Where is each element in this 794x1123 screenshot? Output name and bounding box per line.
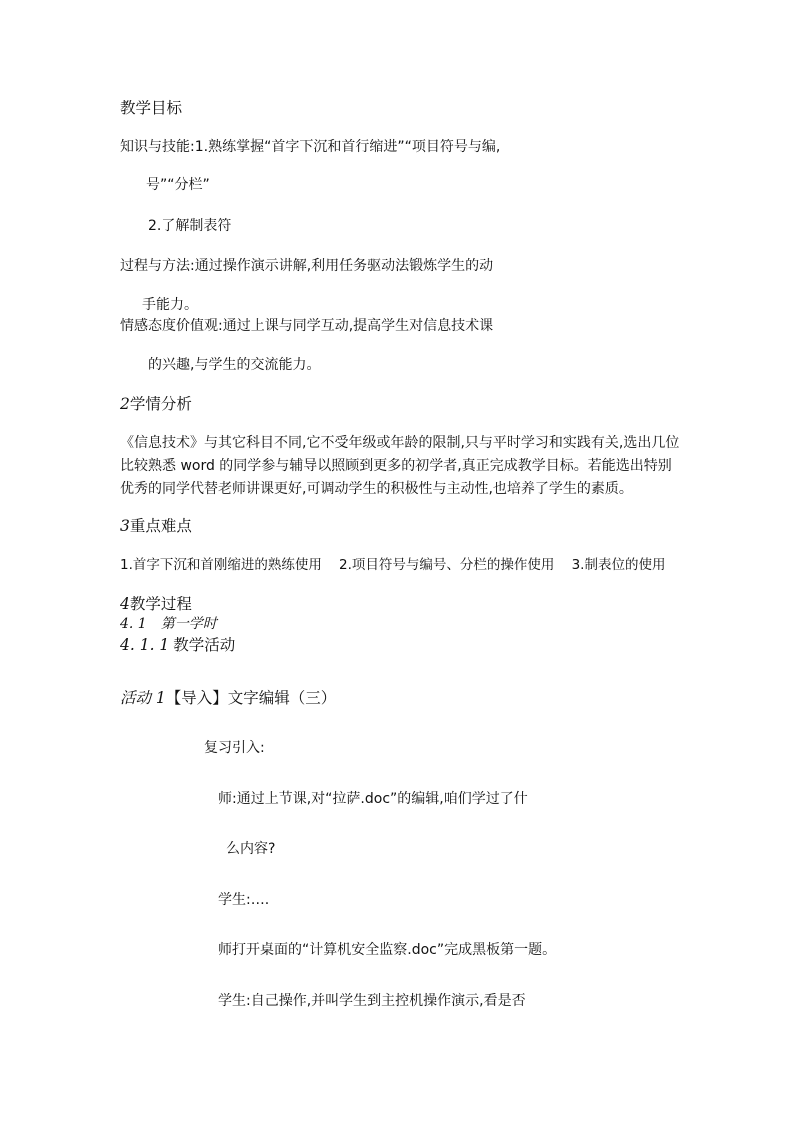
- process-sub-number: 4. 1: [120, 616, 147, 632]
- activity-prefix: 活动 1: [120, 689, 166, 707]
- activity-title: 【导入】文字编辑（三）: [165, 689, 337, 707]
- process-method-line-1: 过程与方法:通过操作演示讲解,利用任务驱动法锻炼学生的动: [120, 258, 494, 274]
- teacher-line-2: 么内容?: [226, 841, 276, 857]
- review-intro: 复习引入:: [204, 740, 265, 756]
- objectives-heading: 教学目标: [120, 99, 183, 117]
- process-sub-title: 第一学时: [160, 616, 217, 632]
- analysis-number: 2: [120, 395, 130, 413]
- emotion-line-1: 情感态度价值观:通过上课与同学互动,提高学生对信息技术课: [120, 318, 494, 334]
- process-heading: [120, 594, 192, 614]
- analysis-title: 学情分析: [129, 395, 192, 413]
- analysis-para-line-3: 优秀的同学代替老师讲课更好,可调动学生的积极性与主动性,也培养了学生的素质。: [120, 481, 633, 497]
- keypoints-title: 重点难点: [129, 517, 192, 535]
- knowledge-line-1: 知识与技能:1.熟练掌握“首字下沉和首行缩进”“项目符号与编,: [120, 139, 501, 155]
- student-line-1: 学生:….: [218, 892, 270, 908]
- analysis-para-line-2: 比较熟悉 word 的同学参与辅导以照顾到更多的初学者,真正完成教学目标。若能选出特别: [120, 458, 672, 474]
- teacher-line-1: 师:通过上节课,对“拉萨.doc”的编辑,咱们学过了什: [218, 791, 528, 807]
- knowledge-line-3: 2.了解制表符: [148, 218, 232, 234]
- analysis-heading: [120, 394, 192, 414]
- process-subsub-title: 教学活动: [173, 636, 236, 654]
- keypoints-heading: [120, 516, 192, 536]
- process-sub-heading: [120, 615, 217, 633]
- process-number: 4: [120, 595, 130, 613]
- keypoints-number: 3: [120, 517, 130, 535]
- process-subsub-number: 4. 1. 1: [120, 636, 170, 654]
- process-title: 教学过程: [129, 595, 192, 613]
- teacher-line-3: 师打开桌面的“计算机安全监察.doc”完成黑板第一题。: [218, 942, 557, 958]
- student-line-2: 学生:自己操作,并叫学生到主控机操作演示,看是否: [218, 993, 526, 1009]
- analysis-para-line-1: 《信息技术》与其它科目不同,它不受年级或年龄的限制,只与平时学习和实践有关,选出几位: [120, 435, 680, 451]
- process-method-line-2: 手能力。: [142, 297, 198, 313]
- emotion-line-2: 的兴趣,与学生的交流能力。: [148, 357, 321, 373]
- process-subsub-heading: [120, 635, 235, 655]
- keypoints-line: 1.首字下沉和首刚缩进的熟练使用 2.项目符号与编号、分栏的操作使用 3.制表位的使用: [120, 557, 666, 573]
- activity-heading: [120, 688, 336, 708]
- knowledge-line-2: 号”“分栏”: [146, 177, 210, 193]
